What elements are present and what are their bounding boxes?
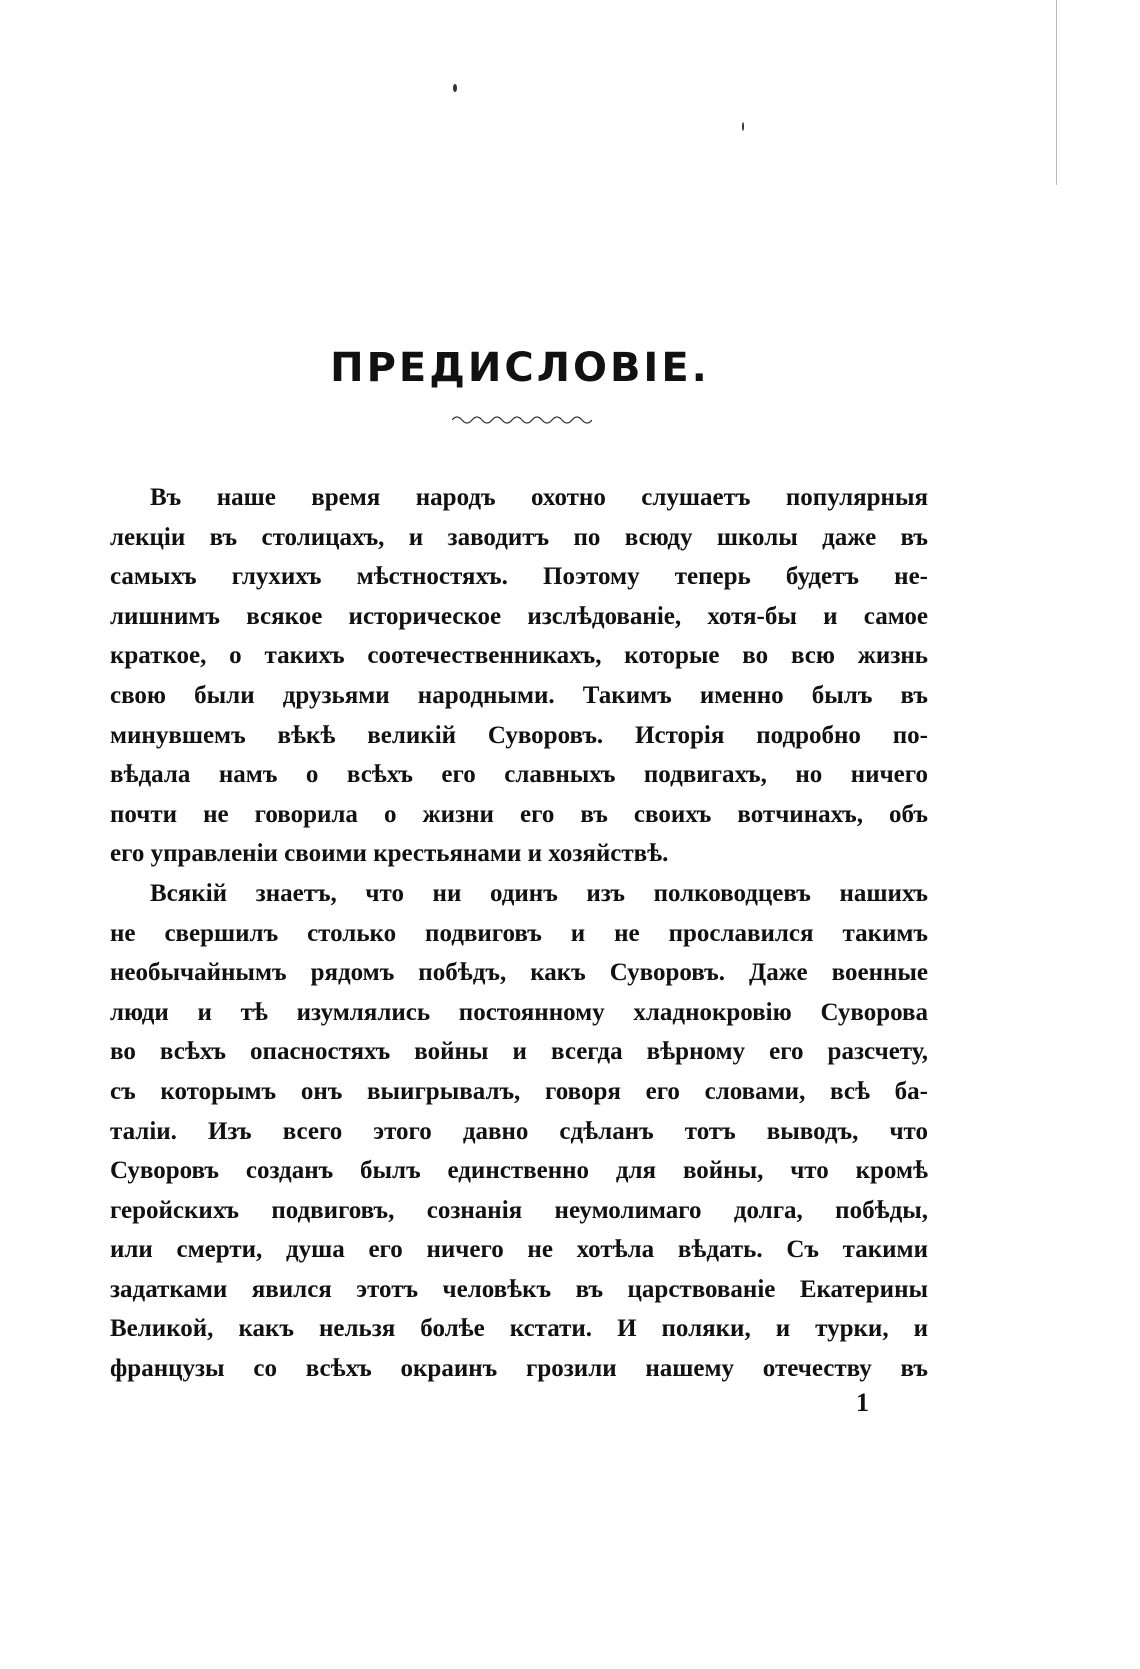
text-line: Всякій знаетъ, что ни одинъ изъ полководцевъ нашихъ — [150, 879, 928, 907]
scan-speck — [453, 84, 457, 92]
text-line: почти не говорила о жизни его въ своихъ вотчинахъ, объ — [110, 800, 928, 828]
scan-speck — [1056, 0, 1057, 185]
text-line: Великой, какъ нельзя болѣе кстати. И поляки, и турки, и — [110, 1315, 928, 1343]
text-line: необычайнымъ рядомъ побѣдъ, какъ Суворовъ. Даже военные — [110, 959, 928, 987]
text-line: вѣдала намъ о всѣхъ его славныхъ подвигахъ, но ничего — [110, 761, 928, 789]
text-line: задатками явился этотъ человѣкъ въ царствованіе Екатерины — [110, 1275, 928, 1303]
text-line: лишнимъ всякое историческое изслѣдованіе, хотя-бы и самое — [110, 602, 928, 630]
text-line: люди и тѣ изумлялись постоянному хладнокровію Суворова — [110, 998, 928, 1026]
text-line: лекціи въ столицахъ, и заводитъ по всюду школы даже въ — [110, 523, 928, 551]
text-line: свою были друзьями народными. Такимъ именно былъ въ — [110, 681, 928, 709]
page-title: ПРЕДИСЛОВІЕ. — [330, 345, 710, 391]
text-line: или смерти, душа его ничего не хотѣла вѣдать. Съ такими — [110, 1236, 928, 1264]
text-line: минувшемъ вѣкѣ великій Суворовъ. Исторія подробно по- — [110, 721, 928, 749]
text-line: не свершилъ столько подвиговъ и не прославился такимъ — [110, 919, 928, 947]
text-line: Суворовъ созданъ былъ единственно для войны, что кромѣ — [110, 1157, 928, 1185]
body-text — [110, 478, 928, 1389]
text-line: во всѣхъ опасностяхъ войны и всегда вѣрному его разсчету, — [110, 1038, 928, 1066]
wavy-ornament — [452, 412, 592, 428]
scan-speck — [742, 122, 744, 131]
text-line: геройскихъ подвиговъ, сознанія неумолимаго долга, побѣды, — [110, 1196, 928, 1224]
text-line: самыхъ глухихъ мѣстностяхъ. Поэтому теперь будетъ не- — [110, 563, 928, 591]
text-line: Въ наше время народъ охотно слушаетъ популярныя — [150, 484, 928, 511]
text-line: таліи. Изъ всего этого давно сдѣланъ тотъ выводъ, что — [110, 1117, 928, 1145]
text-line: краткое, о такихъ соотечественникахъ, которые во всю жизнь — [110, 642, 928, 670]
text-line: съ которымъ онъ выигрывалъ, говоря его словами, всѣ ба- — [110, 1077, 928, 1105]
text-line: французы со всѣхъ окраинъ грозили нашему отечеству въ — [110, 1355, 928, 1383]
text-line: его управленіи своими крестьянами и хозяйствѣ. — [110, 840, 669, 868]
page-number: 1 — [856, 1388, 869, 1417]
